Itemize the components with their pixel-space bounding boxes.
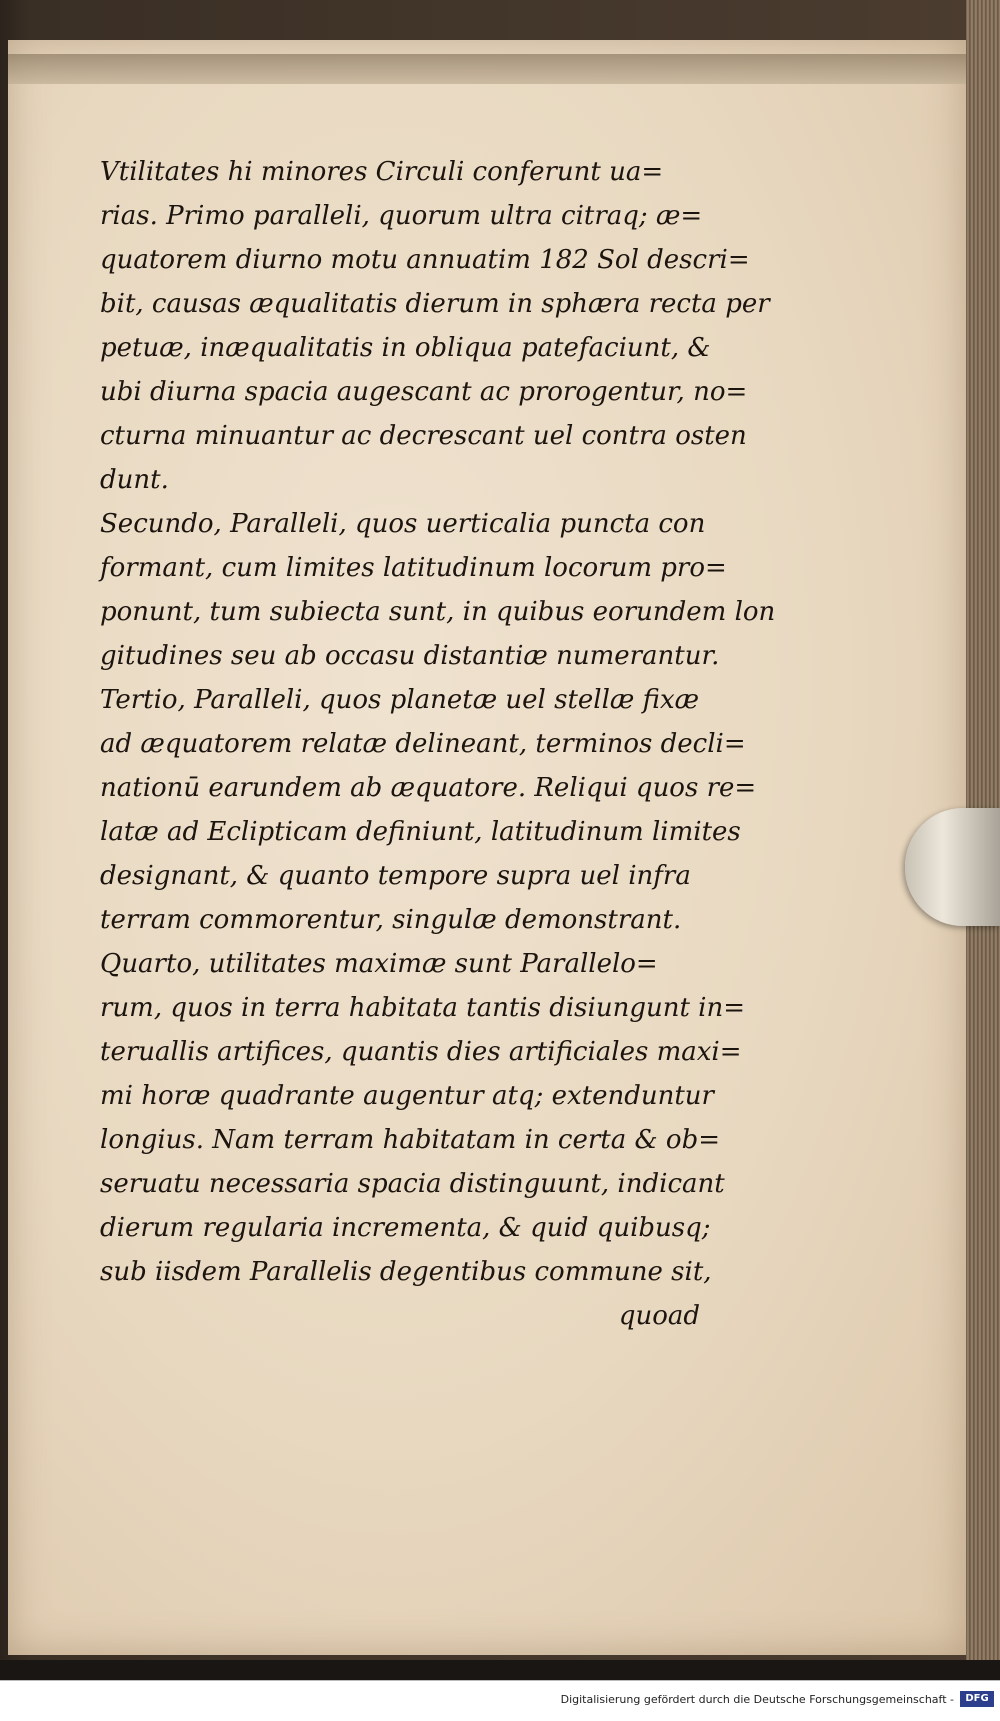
- text-line: Vtilitates hi minores Circuli conferunt ua=: [100, 157, 664, 187]
- text-line: ubi diurna spacia augescant ac prorogentur, no=: [100, 377, 748, 407]
- text-line: seruatu necessaria spacia distinguunt, indicant: [100, 1169, 725, 1199]
- text-line: latæ ad Eclipticam definiunt, latitudinum limites: [100, 817, 741, 847]
- footer-bar: [0, 1680, 1000, 1721]
- text-line: gitudines seu ab occasu distantiæ numerantur.: [100, 641, 720, 671]
- text-line: teruallis artifices, quantis dies artificiales maxi=: [100, 1037, 742, 1067]
- text-line: formant, cum limites latitudinum locorum pro=: [100, 553, 727, 583]
- text-line: bit, causas æqualitatis dierum in sphæra recta per: [100, 289, 770, 319]
- text-line: Secundo, Paralleli, quos uerticalia puncta con: [100, 509, 706, 539]
- text-line: ponunt, tum subiecta sunt, in quibus eorundem lon: [100, 597, 776, 627]
- text-line: Quarto, utilitates maximæ sunt Parallelo=: [100, 949, 658, 979]
- text-line: rias. Primo paralleli, quorum ultra citraq; æ=: [100, 201, 703, 231]
- text-line: Tertio, Paralleli, quos planetæ uel stellæ fixæ: [100, 685, 700, 715]
- page-top-edge: [8, 54, 966, 84]
- text-line: terram commorentur, singulæ demonstrant.: [100, 905, 682, 935]
- text-line: longius. Nam terram habitatam in certa & ob=: [100, 1125, 721, 1155]
- text-line: mi horæ quadrante augentur atq; extenduntur: [100, 1081, 714, 1111]
- dfg-logo-icon: DFG: [960, 1691, 994, 1707]
- text-line: cturna minuantur ac decrescant uel contra osten: [100, 421, 747, 451]
- catchword: quoad: [618, 1301, 700, 1331]
- text-line: dierum regularia incrementa, & quid quibusq;: [100, 1213, 711, 1243]
- text-line: ad æquatorem relatæ delineant, terminos decli=: [100, 729, 746, 759]
- text-line: designant, & quanto tempore supra uel infra: [100, 861, 691, 891]
- text-line: sub iisdem Parallelis degentibus commune sit,: [100, 1257, 712, 1287]
- text-line: quatorem diurno motu annuatim 182 Sol descri=: [100, 245, 750, 275]
- body-text: [100, 150, 776, 1338]
- text-line: nationū earundem ab æquatore. Reliqui quos re=: [100, 773, 757, 803]
- text-line: rum, quos in terra habitata tantis disiungunt in=: [100, 993, 746, 1023]
- text-line: dunt.: [100, 465, 169, 495]
- funding-notice: Digitalisierung gefördert durch die Deutsche Forschungsgemeinschaft -: [560, 1693, 954, 1706]
- text-line: petuæ, inæqualitatis in obliqua patefaciunt, &: [100, 333, 711, 363]
